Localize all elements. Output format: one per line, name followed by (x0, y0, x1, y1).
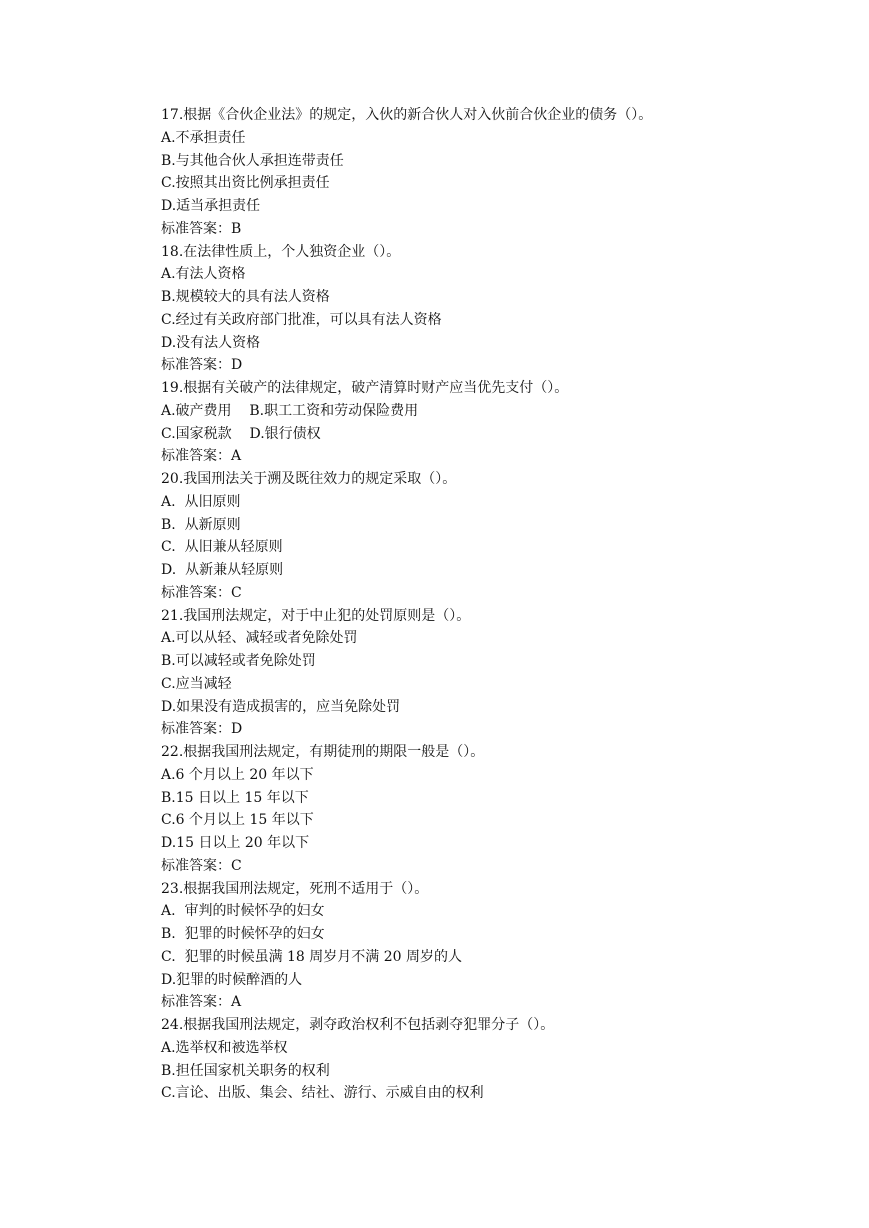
option-b: B. 从新原则 (161, 516, 241, 533)
option-c: C.言论、出版、集会、结社、游行、示威自由的权利 (161, 1085, 484, 1102)
option-d: D.15 日以上 20 年以下 (161, 835, 310, 851)
option-c: C.按照其出资比例承担责任 (161, 175, 330, 192)
question-stem: 22.根据我国刑法规定，有期徒刑的期限一般是（）。 (161, 744, 485, 760)
option-a-b: A.破产费用 B.职工工资和劳动保险费用 (161, 402, 419, 419)
standard-answer: 标准答案：D (161, 721, 243, 738)
question-stem: 20.我国刑法关于溯及既往效力的规定采取（）。 (161, 471, 457, 487)
option-b: B. 犯罪的时候怀孕的妇女 (161, 926, 325, 942)
option-a: A.选举权和被选举权 (161, 1039, 288, 1056)
question-stem: 23.根据我国刑法规定，死刑不适用于（）。 (161, 880, 429, 897)
standard-answer: 标准答案：C (161, 857, 242, 874)
option-c: C. 犯罪的时候虽满 18 周岁月不满 20 周岁的人 (161, 948, 462, 965)
option-b: B.15 日以上 15 年以下 (161, 789, 309, 806)
option-b: B.规模较大的具有法人资格 (161, 289, 330, 305)
option-c: C.6 个月以上 15 年以下 (161, 812, 314, 829)
option-d: D.如果没有造成损害的，应当免除处罚 (161, 698, 401, 715)
option-c-d: C.国家税款 D.银行债权 (161, 425, 321, 442)
standard-answer: 标准答案：A (161, 994, 242, 1011)
option-a: A. 审判的时候怀孕的妇女 (161, 903, 325, 920)
standard-answer: 标准答案：A (161, 448, 242, 465)
option-d: D.适当承担责任 (161, 198, 261, 214)
option-b: B.与其他合伙人承担连带责任 (161, 152, 344, 169)
standard-answer: 标准答案：C (161, 584, 242, 601)
question-stem: 18.在法律性质上，个人独资企业（）。 (161, 243, 401, 260)
question-list (161, 104, 811, 1105)
option-b: B.可以减轻或者免除处罚 (161, 653, 316, 669)
option-c: C.经过有关政府部门批准，可以具有法人资格 (161, 311, 442, 328)
option-a: A.6 个月以上 20 年以下 (161, 766, 314, 783)
option-a: A.有法人资格 (161, 266, 246, 283)
option-a: A.可以从轻、减轻或者免除处罚 (161, 630, 358, 647)
question-stem: 17.根据《合伙企业法》的规定，入伙的新合伙人对入伙前合伙企业的债务（）。 (161, 107, 653, 123)
standard-answer: 标准答案：D (161, 357, 243, 374)
option-a: A.不承担责任 (161, 129, 246, 146)
question-stem: 19.根据有关破产的法律规定，破产清算时财产应当优先支付（）。 (161, 380, 569, 396)
question-stem: 21.我国刑法规定，对于中止犯的处罚原则是（）。 (161, 607, 471, 624)
option-c: C. 从旧兼从轻原则 (161, 539, 283, 556)
option-c: C.应当减轻 (161, 675, 232, 692)
option-d: D.犯罪的时候醉酒的人 (161, 971, 303, 988)
option-b: B.担任国家机关职务的权利 (161, 1062, 330, 1079)
option-a: A. 从旧原则 (161, 493, 241, 510)
standard-answer: 标准答案：B (161, 220, 242, 237)
option-d: D. 从新兼从轻原则 (161, 562, 284, 578)
question-stem: 24.根据我国刑法规定，剥夺政治权利不包括剥夺犯罪分子（）。 (161, 1017, 555, 1033)
option-d: D.没有法人资格 (161, 334, 261, 351)
